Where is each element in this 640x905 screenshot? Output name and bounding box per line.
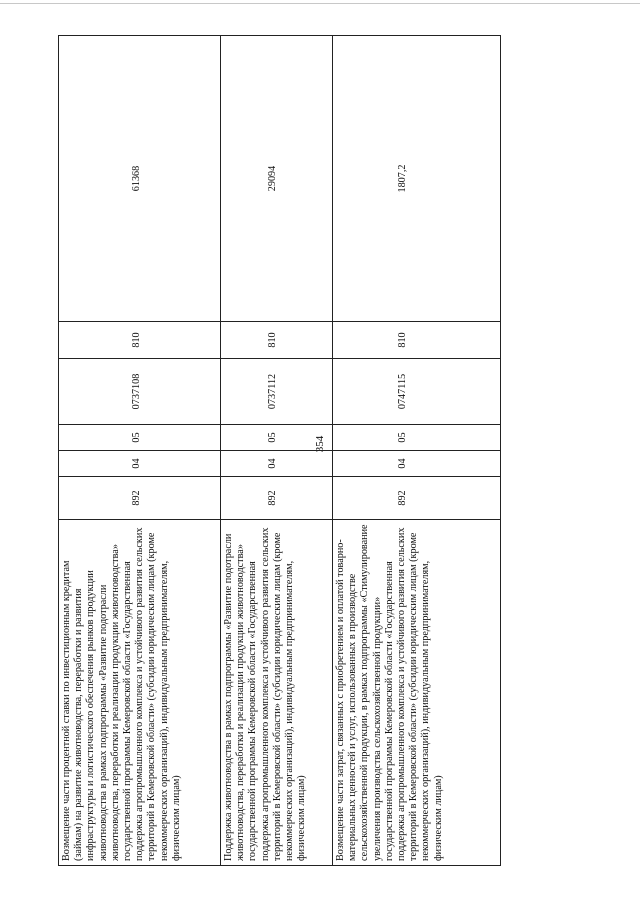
- page-number: 354: [314, 435, 326, 453]
- ministry-code: 892: [333, 477, 501, 520]
- section-code: 04: [221, 451, 333, 477]
- table-row: [333, 36, 501, 866]
- page-top-rule: [0, 3, 640, 4]
- expense-type-code: 810: [59, 322, 221, 359]
- subsection-code: 05: [59, 425, 221, 451]
- amount-value: 61368: [59, 36, 221, 322]
- target-article-code: 0737108: [59, 359, 221, 425]
- subsection-code: 05: [333, 425, 501, 451]
- row-description: Поддержка животноводства в рамках подпрограммы «Развитие подотрасли животноводства, переработки и реализации продукции животноводства» государственной программы Кемеровской области «Государственная поддержка агропромышленного комплекса и устойчивого развития сельских территорий в Кемеровской области» (субсидии юридическим лицам (кроме некоммерческих организаций), индивидуальным предпринимателям, физическим лицам): [221, 520, 333, 866]
- rotated-page-content: [58, 36, 500, 866]
- table-row: [221, 36, 333, 866]
- expense-type-code: 810: [333, 322, 501, 359]
- ministry-code: 892: [59, 477, 221, 520]
- expense-type-code: 810: [221, 322, 333, 359]
- amount-value: 29094: [221, 36, 333, 322]
- row-description: Возмещение части затрат, связанных с приобретением и оплатой товарно-материальных ценностей и услуг, использованных в производстве сельскохозяйственной продукции, в рамках подпрограммы «Стимулирование увеличения производства сельскохозяйственной продукции» государственной программы Кемеровской области «Государственная поддержка агропромышленного комплекса и устойчивого развития сельских территорий в Кемеровской области» (субсидии юридическим лицам (кроме некоммерческих организаций), индивидуальным предпринимателям, физическим лицам): [333, 520, 501, 866]
- budget-table: [58, 35, 501, 866]
- row-description: Возмещение части процентной ставки по инвестиционным кредитам (займам) на развитие животноводства, переработки и развития инфраструктуры и логистического обеспечения рынков продукции животноводства в рамках подпрограммы «Развитие подотрасли животноводства, переработки и реализации продукции животноводства» государственной программы Кемеровской области «Государственная поддержка агропромышленного комплекса и устойчивого развития сельских территорий в Кемеровской области» (субсидии юридическим лицам (кроме некоммерческих организаций), индивидуальным предпринимателям, физическим лицам): [59, 520, 221, 866]
- subsection-code: 05: [221, 425, 333, 451]
- target-article-code: 0737112: [221, 359, 333, 425]
- amount-value: 1807,2: [333, 36, 501, 322]
- section-code: 04: [59, 451, 221, 477]
- section-code: 04: [333, 451, 501, 477]
- target-article-code: 0747115: [333, 359, 501, 425]
- table-row: [59, 36, 221, 866]
- ministry-code: 892: [221, 477, 333, 520]
